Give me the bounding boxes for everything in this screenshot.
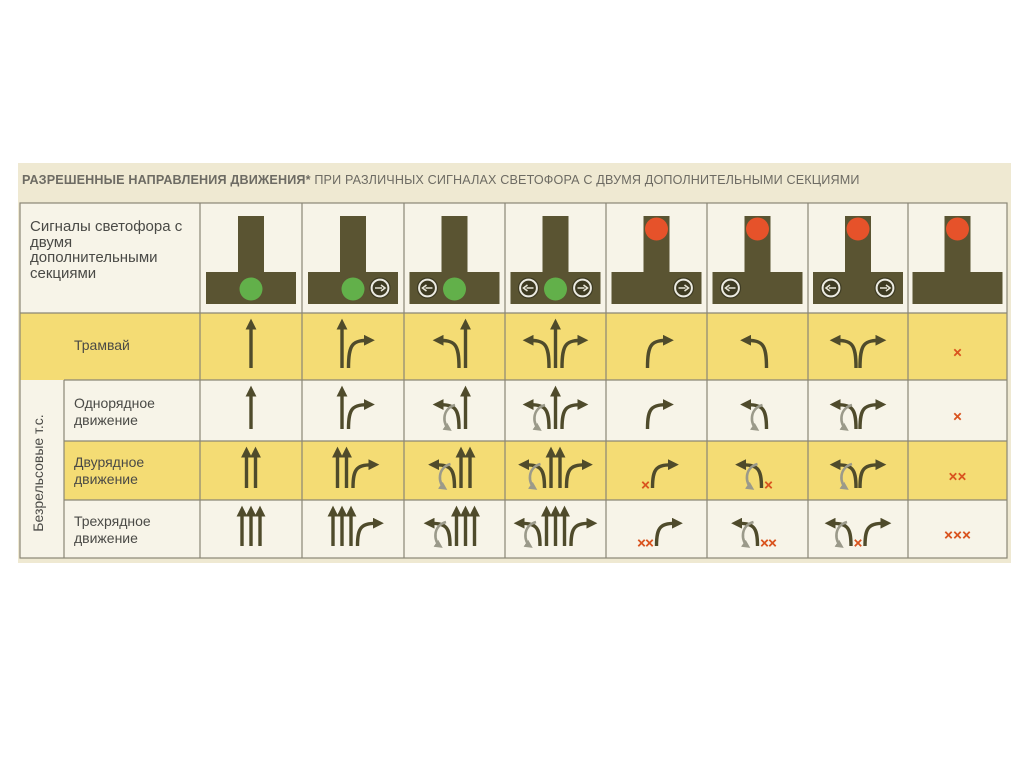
- green-lamp: [544, 278, 567, 301]
- signal-base: [913, 272, 1003, 304]
- row-label-three-lane: Трехрядное движение: [74, 513, 151, 546]
- red-lamp: [746, 218, 769, 241]
- trackless-vehicles-label: Безрельсовые т.с.: [30, 414, 46, 532]
- row-label-tram: Трамвай: [74, 337, 130, 353]
- red-lamp: [946, 218, 969, 241]
- signals-header-label: Сигналы светофора с двумя дополнительными секциями: [30, 218, 183, 282]
- green-lamp: [240, 278, 263, 301]
- green-lamp: [443, 278, 466, 301]
- title-bold: РАЗРЕШЕННЫЕ НАПРАВЛЕНИЯ ДВИЖЕНИЯ*: [22, 173, 311, 187]
- row-label-two-lane: Двурядное движение: [74, 454, 145, 487]
- title-rest: ПРИ РАЗЛИЧНЫХ СИГНАЛАХ СВЕТОФОРА С ДВУМЯ ДОПОЛНИТЕЛЬНЫМИ СЕКЦИЯМИ: [314, 173, 860, 187]
- row-two-lane-bg: [64, 441, 1007, 500]
- row-label-single-lane: Однорядное движение: [74, 395, 155, 428]
- red-lamp: [645, 218, 668, 241]
- row-tram-bg: [20, 313, 1007, 380]
- green-lamp: [342, 278, 365, 301]
- red-lamp: [847, 218, 870, 241]
